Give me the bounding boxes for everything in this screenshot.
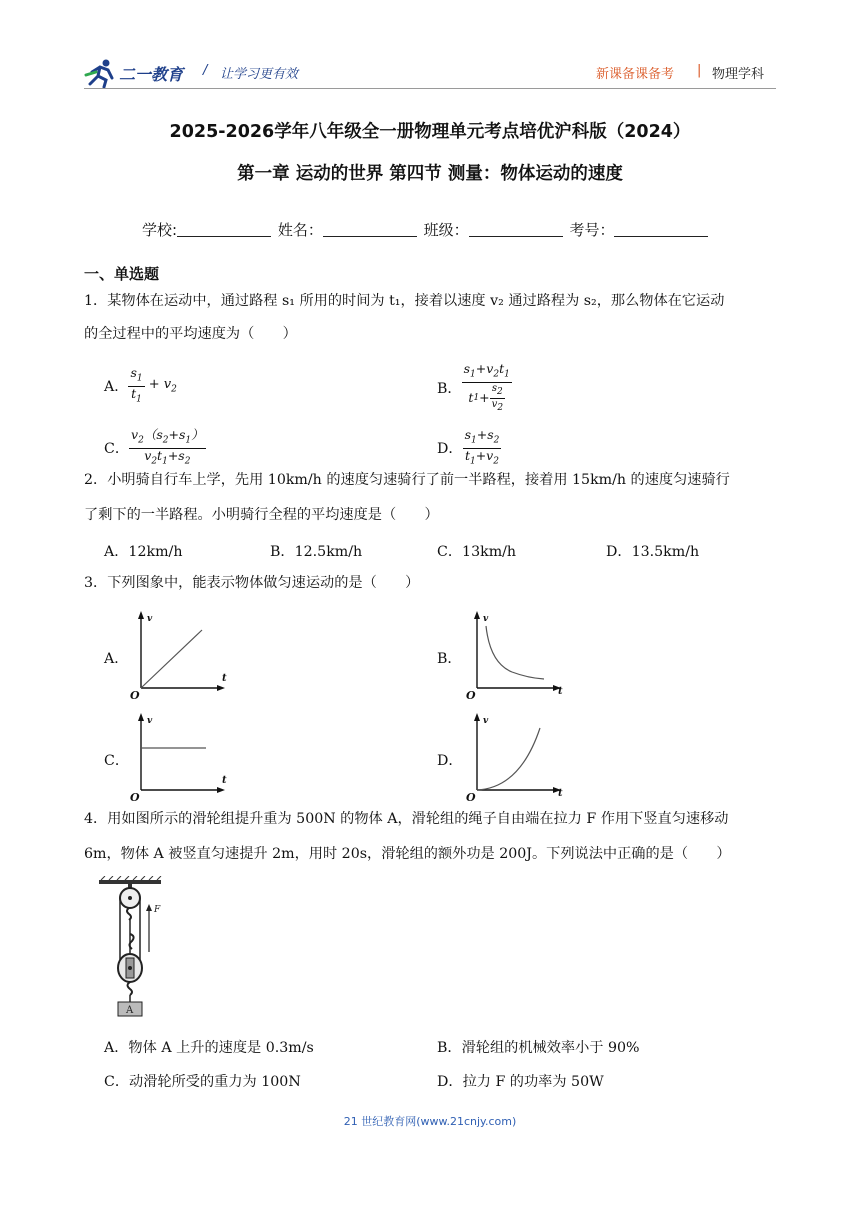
question-4-option-c[interactable]: C．动滑轮所受的重力为 100N [104,1074,301,1090]
logo-text: 二一教育 [119,65,184,84]
number-field[interactable] [614,222,708,237]
name-field[interactable] [323,222,417,237]
header-tag-subject: 物理学科 [712,67,765,82]
slogan-separator: / [203,63,208,78]
formula-s1-over-t1: $\frac{s_1}{t_1}$ [130,365,143,404]
student-info-row [142,219,710,240]
class-field[interactable] [469,222,563,237]
graph-c-horizontal-line [126,710,231,802]
name-label: 姓名： [277,221,323,239]
question-1-option-c[interactable] [104,428,206,468]
page-subtitle: 第一章 运动的世界 第四节 测量：物体运动的速度 [237,164,623,184]
formula-option-d: $\frac{s_1+s_2}{t_1+v_2}$ [464,427,500,466]
question-3-option-d-label[interactable]: D． [437,753,463,769]
graph-a-origin: O [130,689,140,700]
school-field[interactable] [177,222,271,237]
graph-d-origin: O [466,791,476,802]
graph-b-origin: O [466,689,476,700]
section-heading: 一、单选题 [84,265,160,283]
question-3-stem: 3．下列图象中，能表示物体做匀速运动的是（ ） [84,575,420,591]
pulley-system-diagram [96,876,176,1022]
question-4-option-a[interactable]: A．物体 A 上升的速度是 0.3m/s [104,1040,314,1056]
header-divider [84,88,776,89]
graph-a-axis-t: t [222,673,227,684]
question-1-stem-line1: 1．某物体在运动中，通过路程 s₁ 所用的时间为 t₁，接着以速度 v₂ 通过路程为 s₂，那么物体在它运动 [84,293,725,309]
page-footer[interactable]: 21 世纪教育网(www.21cnjy.com) [343,1115,517,1128]
graph-d-increasing-curve [462,710,567,802]
graph-c-origin: O [130,791,140,802]
question-2-stem-line1: 2．小明骑自行车上学，先用 10km/h 的速度匀速骑行了前一半路程，接着用 15km/h 的速度匀速骑行 [84,472,730,488]
formula-plus-v2: + $v_2$ [144,377,177,395]
class-label: 班级： [423,221,469,239]
option-d-label: D． [437,441,463,457]
block-label: A [126,1005,134,1016]
question-4-stem-line2: 6m，物体 A 被竖直匀速提升 2m，用时 20s，滑轮组的额外功是 200J。下列说法中正确的是（ ） [84,846,731,862]
question-2-option-d[interactable]: D．13.5km/h [606,544,700,560]
graph-c-axis-v: v [147,716,153,726]
formula-option-b: $s_1+v_2t_1$ t 1 + $\frac{s_2}{v_2}$ [463,361,510,413]
question-4-option-d[interactable]: D．拉力 F 的功率为 50W [437,1074,604,1090]
slogan: 让学习更有效 [220,67,299,82]
option-a-label: A． [104,379,129,395]
school-label: 学校: [142,221,178,239]
graph-a-linear-increase [126,608,231,700]
question-2-option-a[interactable]: A．12km/h [104,544,183,560]
question-3-option-c-label[interactable]: C． [104,753,130,769]
formula-option-c: $\frac{v_2(s_2+s_1)}{v_2t_1+s_2}$ [131,427,204,466]
page-title: 2025-2026学年八年级全一册物理单元考点培优沪科版（2024） [169,122,691,142]
graph-b-axis-v: v [483,614,489,624]
header-tag-course: 新课备课备考 [596,67,675,82]
option-b-label: B． [437,380,462,397]
graph-d-axis-t: t [558,788,563,799]
number-label: 考号： [569,221,615,239]
question-4-option-b[interactable]: B．滑轮组的机械效率小于 90% [437,1040,640,1056]
option-c-label: C． [104,441,130,457]
graph-a-axis-v: v [147,614,153,624]
graph-d-axis-v: v [483,716,489,726]
question-3-option-a-label[interactable]: A． [104,651,129,667]
header-separator: | [697,63,702,78]
question-2-stem-line2: 了剩下的一半路程。小明骑行全程的平均速度是（ ） [84,507,439,523]
question-2-option-c[interactable]: C．13km/h [437,544,517,560]
runner-logo-icon [84,58,118,88]
header [0,0,860,92]
graph-c-axis-t: t [222,775,227,786]
question-4-stem-line1: 4．用如图所示的滑轮组提升重为 500N 的物体 A，滑轮组的绳子自由端在拉力 F 作用下竖直匀速移动 [84,811,729,827]
question-2-option-b[interactable]: B．12.5km/h [270,544,363,560]
question-3-option-b-label[interactable]: B． [437,651,462,667]
question-1-stem-line2: 的全过程中的平均速度为（ ） [84,326,297,342]
graph-b-axis-t: t [558,686,563,697]
question-1-option-d[interactable] [437,428,501,468]
graph-b-decreasing-curve [462,608,567,700]
question-1-option-a[interactable] [104,366,177,406]
question-1-option-b[interactable] [437,362,512,414]
force-label: F [154,905,161,915]
